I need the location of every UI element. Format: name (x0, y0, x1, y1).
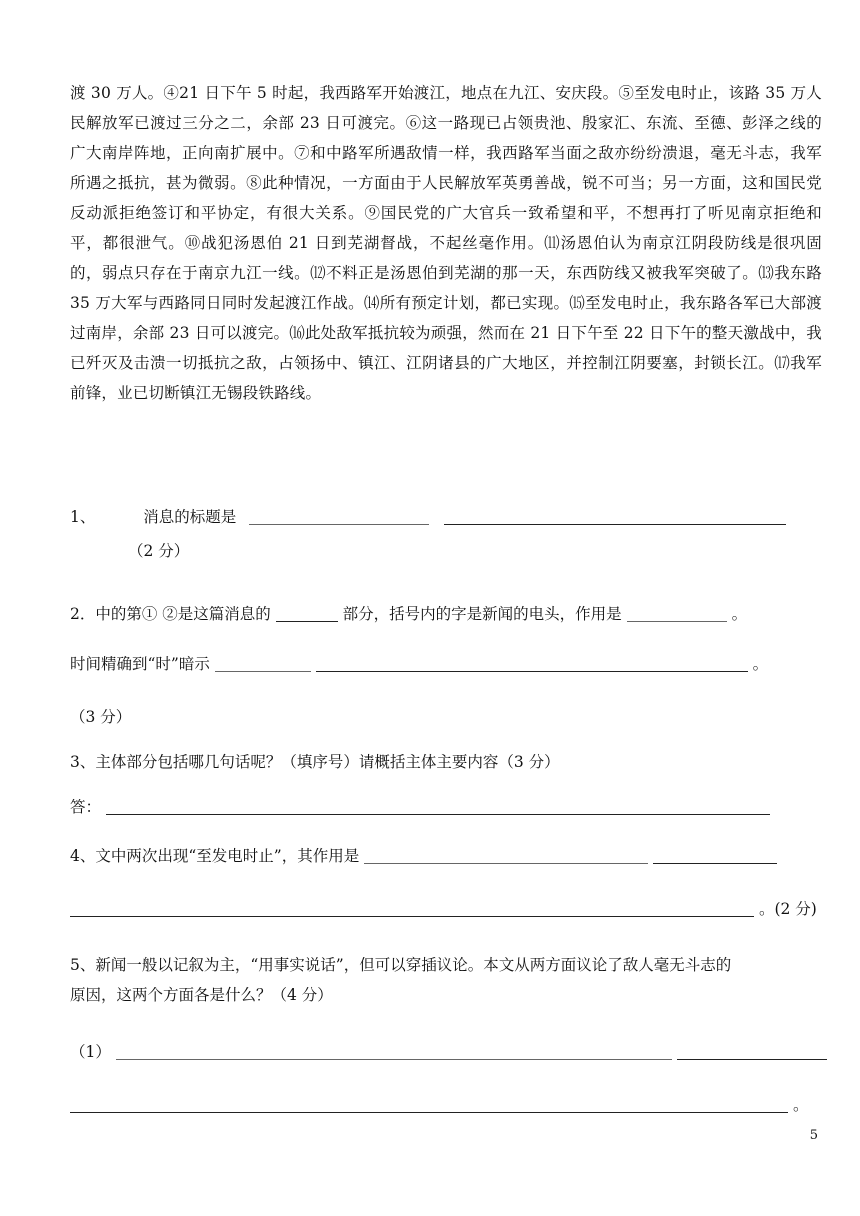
answer-blank[interactable] (276, 605, 338, 622)
question-2-score: （3 分） (70, 708, 132, 726)
answer-blank[interactable] (627, 605, 727, 622)
question-5-line1: 5、新闻一般以记叙为主，“用事实说话”，但可以穿插议论。本文从两方面议论了敌人毫无斗志的 (70, 956, 732, 974)
punctuation: 。 (752, 655, 769, 673)
question-2-line2 (70, 653, 768, 675)
question-2-line2-label: 时间精确到“时”暗示 (70, 655, 210, 673)
question-2-text-b: 部分，括号内的字是新闻的电头，作用是 (342, 605, 622, 623)
news-passage: 渡 30 万人。④21 日下午 5 时起，我西路军开始渡江，地点在九江、安庆段。⑤至发电时止，该路 35 万人民解放军已渡过三分之二，余部 23 日可渡完。⑥这一路现已占领贵池、殷家汇、东流、至德、彭泽之线的广大南岸阵地，正向南扩展中。⑦和中路军所遇敌情一样，我西路军当面之敌亦纷纷溃退，毫无斗志，我军所遇之抵抗，甚为微弱。⑧此种情况，一方面由于人民解放军英勇善战，锐不可当；另一方面，这和国民党反动派拒绝签订和平协定，有很大关系。⑨国民党的广大官兵一致希望和平，不想再打了听见南京拒绝和平，都很泄气。⑩战犯汤恩伯 21 日到芜湖督战，不起丝毫作用。⑾汤恩伯认为南京江阴段防线是很巩固的，弱点只存在于南京九江一线。⑿不料正是汤恩伯到芜湖的那一天，东西防线又被我军突破了。⒀我东路 35 万大军与西路同日同时发起渡江作战。⒁所有预定计划，都已实现。⒂至发电时止，我东路各军已大部渡过南岸，余部 23 日可以渡完。⒃此处敌军抵抗较为顽强，然而在 21 日下午至 22 日下午的整天激战中，我已歼灭及击溃一切抵抗之敌，占领扬中、镇江、江阴诸县的广大地区，并控制江阴要塞，封锁长江。⒄我军前锋，业已切断镇江无锡段铁路线。 (70, 84, 822, 402)
question-4-score: 。(2 分) (758, 900, 817, 918)
question-4 (70, 845, 777, 867)
answer-blank[interactable] (106, 798, 770, 815)
answer-blank[interactable] (364, 847, 648, 864)
item-label: （1） (70, 1043, 111, 1061)
punctuation: 。 (731, 605, 748, 623)
question-1-number: 1、 (70, 508, 96, 526)
answer-blank[interactable] (116, 1043, 672, 1060)
answer-label: 答： (70, 798, 102, 816)
question-5-item-1-line2 (70, 1094, 808, 1116)
answer-blank[interactable] (316, 655, 748, 672)
question-1-score: （2 分） (128, 542, 190, 560)
question-5-line2: 原因，这两个方面各是什么？（4 分） (70, 986, 333, 1004)
answer-blank[interactable] (70, 1096, 788, 1113)
question-2-text-a: 2．中的第① ②是这篇消息的 (70, 605, 271, 623)
question-1 (70, 506, 786, 528)
answer-blank[interactable] (215, 655, 311, 672)
punctuation: 。 (792, 1096, 809, 1114)
answer-blank[interactable] (444, 508, 786, 525)
question-4-text: 4、文中两次出现“至发电时止”，其作用是 (70, 847, 360, 865)
question-1-text: 消息的标题是 (143, 508, 237, 526)
question-4-line2 (70, 898, 817, 920)
answer-blank[interactable] (70, 900, 754, 917)
question-3-answer-line (70, 796, 770, 818)
question-2 (70, 603, 747, 625)
question-5-item-1 (70, 1041, 827, 1063)
page-number: 5 (809, 1128, 818, 1143)
answer-blank[interactable] (653, 847, 777, 864)
answer-blank[interactable] (249, 508, 429, 525)
question-3: 3、主体部分包括哪几句话呢？（填序号）请概括主体主要内容（3 分） (70, 753, 560, 771)
answer-blank[interactable] (677, 1043, 827, 1060)
